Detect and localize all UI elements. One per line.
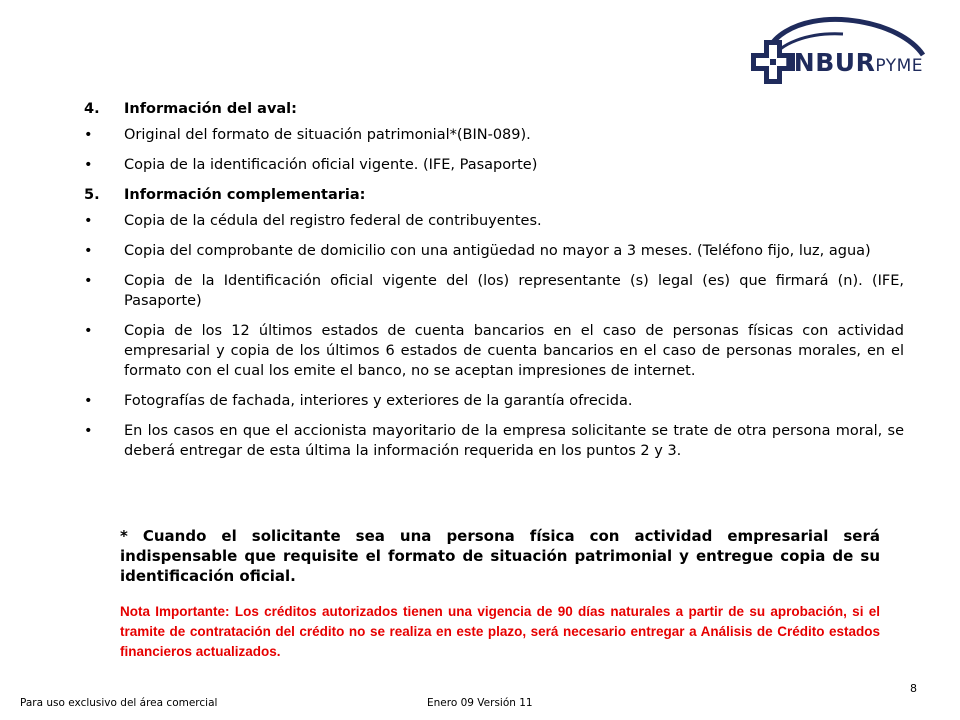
footer-left-text: Para uso exclusivo del área comercial [20,697,218,709]
list-item [84,241,904,261]
list-item [84,211,904,231]
list-item-text: Fotografías de fachada, interiores y exteriores de la garantía ofrecida. [124,393,633,409]
logo-brand: INBUR [784,48,876,77]
section-title: Información del aval: [124,101,297,117]
requirements-content [84,99,904,471]
section-aval [84,99,904,175]
important-note: Nota Importante: Los créditos autorizados tienen una vigencia de 90 días naturales a partir de su aprobación, si el tramite de contratación del crédito no se realiza en este plazo, será necesario entregar a Análisis de Crédito estados financieros actualizados. [120,604,880,659]
bullet-icon: • [84,393,93,409]
bullet-icon: • [84,273,93,289]
bullet-icon: • [84,213,93,229]
inbursa-logo [738,10,938,90]
list-item-text: Original del formato de situación patrimonial*(BIN-089). [124,127,531,143]
list-item [84,155,904,175]
bullet-icon: • [84,243,93,259]
list-item-text: Copia de la Identificación oficial vigente del (los) representante (s) legal (es) que firmará (n). (IFE, Pasaporte) [124,273,904,309]
section-number: 4. [84,101,100,117]
section-complementaria [84,185,904,461]
bullet-icon: • [84,157,93,173]
logo-wordmark [784,48,923,77]
bullet-icon: • [84,423,93,439]
list-item-text: Copia del comprobante de domicilio con una antigüedad no mayor a 3 meses. (Teléfono fijo, luz, agua) [124,243,871,259]
page-number: 8 [910,682,917,695]
list-item [84,271,904,311]
bullet-icon: • [84,323,93,339]
list-item [84,125,904,145]
logo-suffix: PYME [875,56,924,76]
list-item-text: En los casos en que el accionista mayoritario de la empresa solicitante se trate de otra persona moral, se deberá entregar de esta última la información requerida en los puntos 2 y 3. [124,423,904,459]
asterisk-note: * Cuando el solicitante sea una persona física con actividad empresarial será indispensable que requisite el formato de situación patrimonial y entregue copia de su identificación oficial. [120,527,880,585]
list-item-text: Copia de los 12 últimos estados de cuenta bancarios en el caso de personas físicas con actividad empresarial y copia de los últimos 6 estados de cuenta bancarios en el caso de personas morales, en el formato con el cual los emite el banco, no se aceptan impresiones de internet. [124,323,904,379]
list-item [84,321,904,381]
list-item-text: Copia de la identificación oficial vigente. (IFE, Pasaporte) [124,157,538,173]
bullet-icon: • [84,127,93,143]
section-title: Información complementaria: [124,187,366,203]
list-item [84,391,904,411]
section-number: 5. [84,187,100,203]
section-heading [84,185,904,205]
list-item [84,421,904,461]
section-heading [84,99,904,119]
list-item-text: Copia de la cédula del registro federal de contribuyentes. [124,213,542,229]
footer-version: Enero 09 Versión 11 [427,697,533,709]
